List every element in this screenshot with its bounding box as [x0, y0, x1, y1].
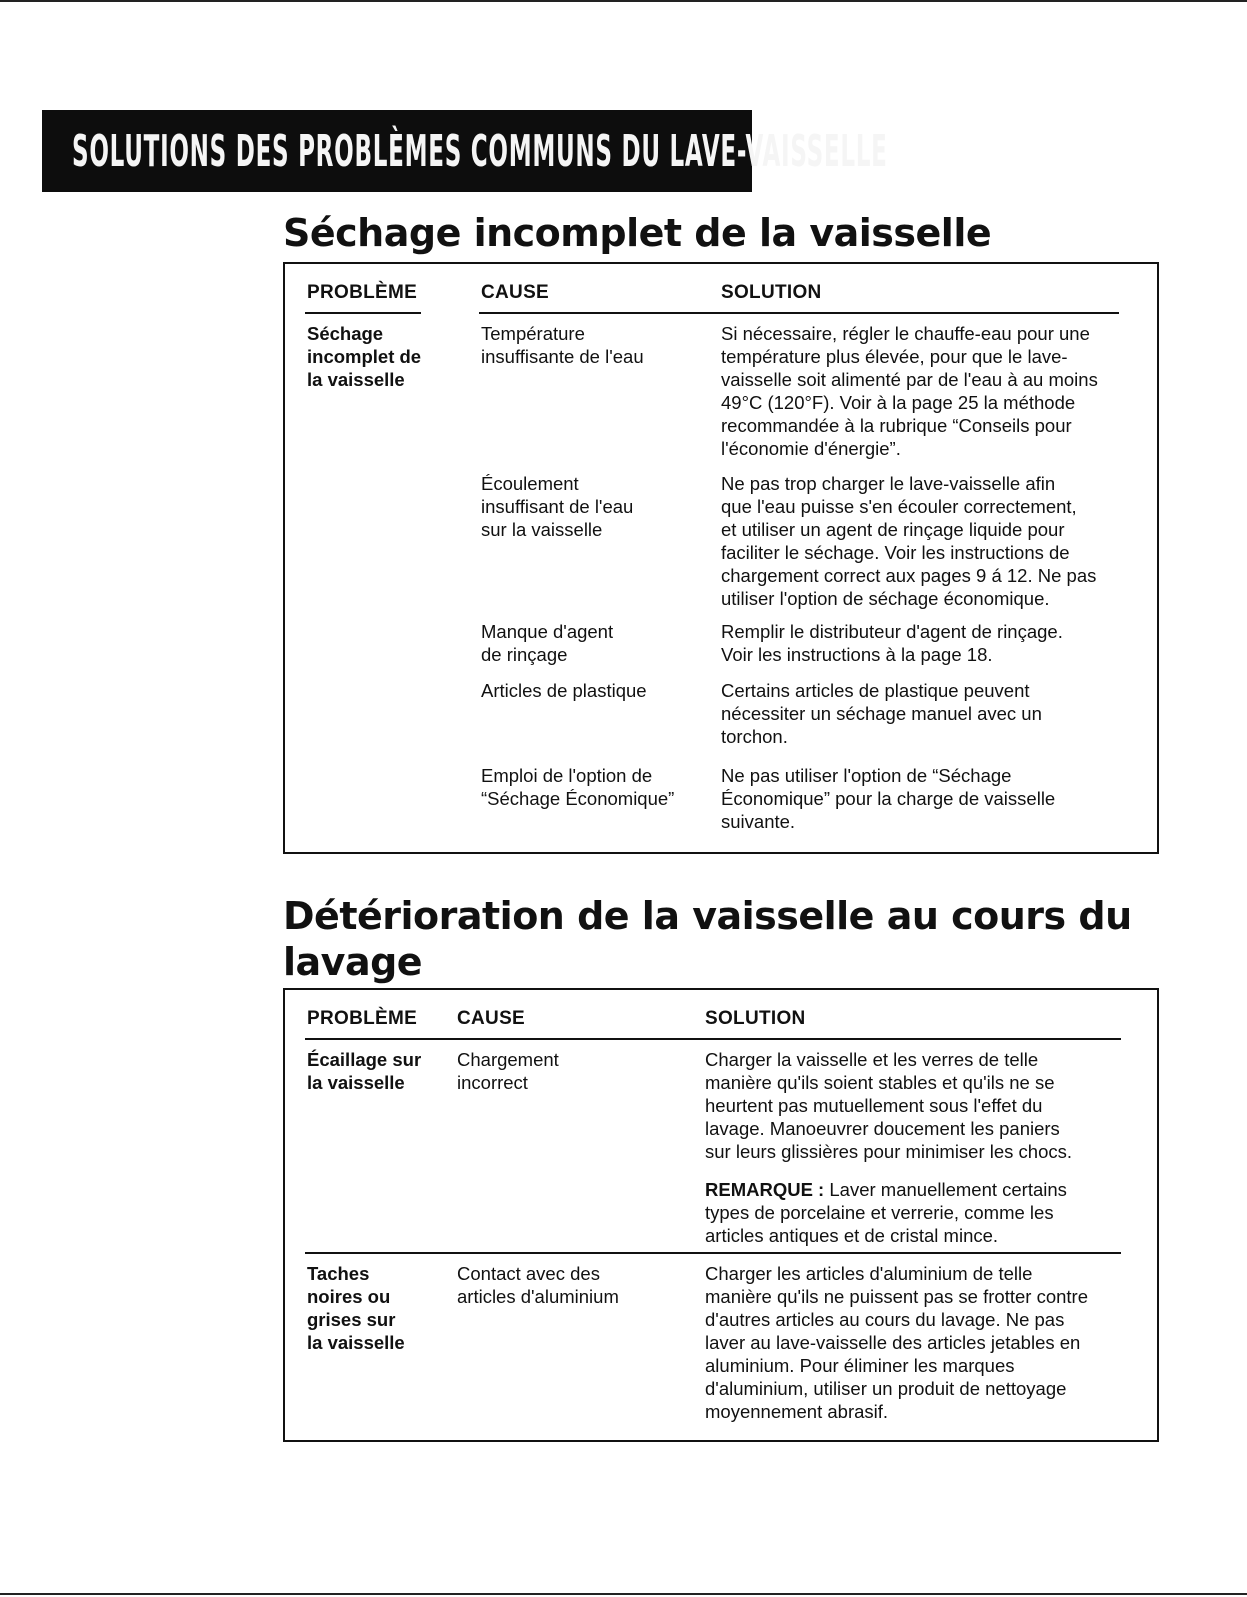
- header-rule-problem: [305, 312, 421, 314]
- solution-cell: Charger la vaisselle et les verres de telle manière qu'ils soient stables et qu'ils ne se heurtent pas mutuellement sous l'effet du lavage. Manoeuvrer doucement les paniers sur leurs glissières pour minimiser les chocs.: [705, 1049, 1073, 1162]
- troubleshooting-table-drying: [283, 262, 1159, 854]
- note-label: REMARQUE :: [705, 1179, 825, 1200]
- solution-cell: Si nécessaire, régler le chauffe-eau pour une température plus élevée, pour que le lave- vaisselle soit alimenté par de l'eau à au moins 49°C (120°F). Voir à la page 25 la méthode recommandée à la rubrique “Conseils pour l'économie d'énergie”.: [721, 323, 1098, 459]
- section-heading-drying: Séchage incomplet de la vaisselle: [283, 211, 992, 255]
- header-rule: [305, 1038, 1121, 1040]
- solution-cell: Certains articles de plastique peuvent nécessiter un séchage manuel avec un torchon.: [721, 680, 1042, 747]
- cause-cell: Température insuffisante de l'eau: [481, 323, 644, 367]
- header-rule-cause-solution: [479, 312, 1119, 314]
- note-text: Laver manuellement certains types de porcelaine et verrerie, comme les articles antiques et de cristal mince.: [705, 1179, 1067, 1246]
- column-header-cause: CAUSE: [457, 1008, 526, 1029]
- cause-cell: Emploi de l'option de “Séchage Économique”: [481, 765, 675, 809]
- solution-cell: Remplir le distributeur d'agent de rinçage. Voir les instructions à la page 18.: [721, 621, 1063, 665]
- column-header-problem: PROBLÈME: [307, 282, 418, 303]
- top-border-rule: [0, 0, 1247, 2]
- troubleshooting-table-damage: [283, 988, 1159, 1442]
- column-header-cause: CAUSE: [481, 282, 550, 303]
- column-header-solution: SOLUTION: [705, 1008, 806, 1029]
- cause-cell: Articles de plastique: [481, 680, 647, 701]
- column-header-solution: SOLUTION: [721, 282, 822, 303]
- problem-label: Écaillage sur la vaisselle: [307, 1049, 422, 1093]
- cause-cell: Manque d'agent de rinçage: [481, 621, 614, 665]
- chapter-banner: [42, 110, 888, 192]
- bottom-border-rule: [0, 1593, 1247, 1595]
- cause-cell: Chargement incorrect: [457, 1049, 559, 1093]
- section-heading-damage: Détérioration de la vaisselle au cours du lavage: [283, 894, 1132, 984]
- problem-label: Taches noires ou grises sur la vaisselle: [307, 1263, 405, 1353]
- cause-cell: Écoulement insuffisant de l'eau sur la vaisselle: [481, 473, 634, 540]
- solution-cell: Ne pas utiliser l'option de “Séchage Économique” pour la charge de vaisselle suivante.: [721, 765, 1056, 832]
- note-cell: [705, 1178, 1135, 1247]
- chapter-title: SOLUTIONS DES PROBLÈMES COMMUNS DU LAVE-VAISSELLE: [72, 125, 888, 177]
- problem-label: Séchage incomplet de la vaisselle: [307, 323, 422, 390]
- group-separator-rule: [305, 1252, 1121, 1254]
- column-header-problem: PROBLÈME: [307, 1008, 418, 1029]
- cause-cell: Contact avec des articles d'aluminium: [457, 1263, 619, 1307]
- solution-cell: Charger les articles d'aluminium de telle manière qu'ils ne puissent pas se frotter contre d'autres articles au cours du lavage. Ne pas laver au lave-vaisselle des articles jetables en aluminium. Pour éliminer les marques d'aluminium, utiliser un produit de nettoyage moyennement abrasif.: [705, 1263, 1088, 1422]
- solution-cell: Ne pas trop charger le lave-vaisselle afin que l'eau puisse s'en écouler correctement, et utiliser un agent de rinçage liquide pour faciliter le séchage. Voir les instructions de chargement correct aux pages 9 á 12. Ne pas utiliser l'option de séchage économique.: [721, 473, 1097, 609]
